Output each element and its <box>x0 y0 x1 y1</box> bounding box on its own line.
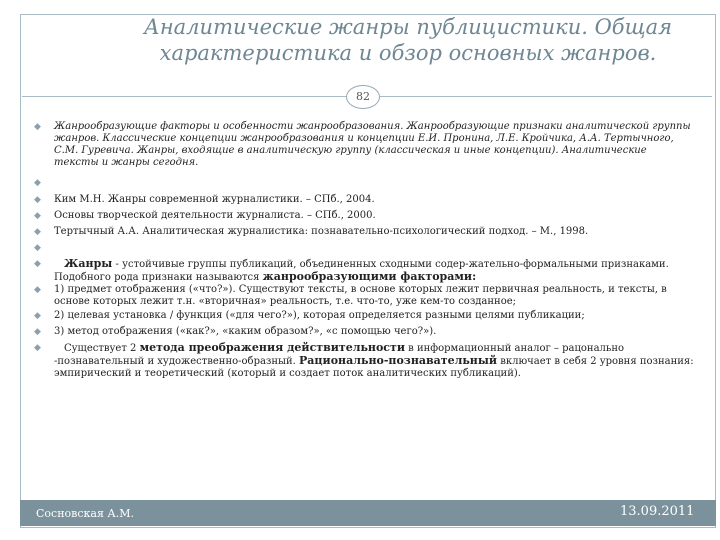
item-text: Жанрообразующие факторы и особенности жанрообразования. Жанрообразующие признаки аналитической группы жанров. Классические концепции жанрообразования и концепции Е.И. Пронина, Л.Е. Кройчика, А.А. Тертычного, С.М. Гуревича. Жанры, входящие в аналитическую группу (классическая и иные концепции). Аналитические тексты и жанры сегодня. <box>54 121 691 168</box>
bullet-icon: ◆ <box>34 343 41 353</box>
bullet-icon: ◆ <box>34 211 41 221</box>
term-methods: метода преображения действительности <box>139 341 405 354</box>
bullet-icon: ◆ <box>34 285 41 295</box>
bullet-icon: ◆ <box>34 327 41 337</box>
bullet-icon: ◆ <box>34 243 41 253</box>
term-genres: Жанры <box>64 257 113 270</box>
item-text: 3) метод отображения («как?», «каким образом?», «с помощью чего?»). <box>54 326 437 337</box>
slide-number: 82 <box>346 85 380 109</box>
bullet-icon: ◆ <box>34 227 41 237</box>
term-genre-factors: жанрообразующими факторами: <box>262 270 477 283</box>
footer-author: Сосновская А.М. <box>36 507 134 520</box>
bullet-icon: ◆ <box>34 122 41 132</box>
bullet-icon: ◆ <box>34 259 41 269</box>
term-rational: Рационально-познавательный <box>299 354 498 367</box>
slide-title: Аналитические жанры публицистики. Общая характеристика и обзор основных жанров. <box>143 15 673 65</box>
item-text: Жанры - устойчивые группы публикаций, объединенных сходными содер-жательно-формальными признаками. Подобного рода признаки называются жанрообразующими факторами: <box>54 257 669 283</box>
item-text: Существует 2 метода преображения действительности в информационный аналог – рацонально -познавательный и художественно-образный. Рационально-познавательный включает в себя 2 уровня познания: эмпирический и теоретический (который и создает поток аналитических публикаций). <box>54 341 694 379</box>
footer-date: 13.09.2011 <box>620 504 695 519</box>
bullet-icon: ◆ <box>34 195 41 205</box>
item-text: 1) предмет отображения («что?»). Существуют тексты, в основе которых лежит первичная реальность, и тексты, в основе которых лежит т.н. «вторичная» реальность, т.е. что-то, уже кем-то созданное; <box>54 284 667 307</box>
item-text: Основы творческой деятельности журналиста. – СПб., 2000. <box>54 210 376 221</box>
item-text: Тертычный А.А. Аналитическая журналистика: познавательно-психологический подход. – М., 1998. <box>54 226 589 237</box>
bullet-icon: ◆ <box>34 178 41 188</box>
bullet-icon: ◆ <box>34 311 41 321</box>
item-text: 2) целевая установка / функция («для чего?»), которая определяется разными целями публикации; <box>54 310 585 321</box>
item-text: Ким М.Н. Жанры современной журналистики. – СПб., 2004. <box>54 194 375 205</box>
